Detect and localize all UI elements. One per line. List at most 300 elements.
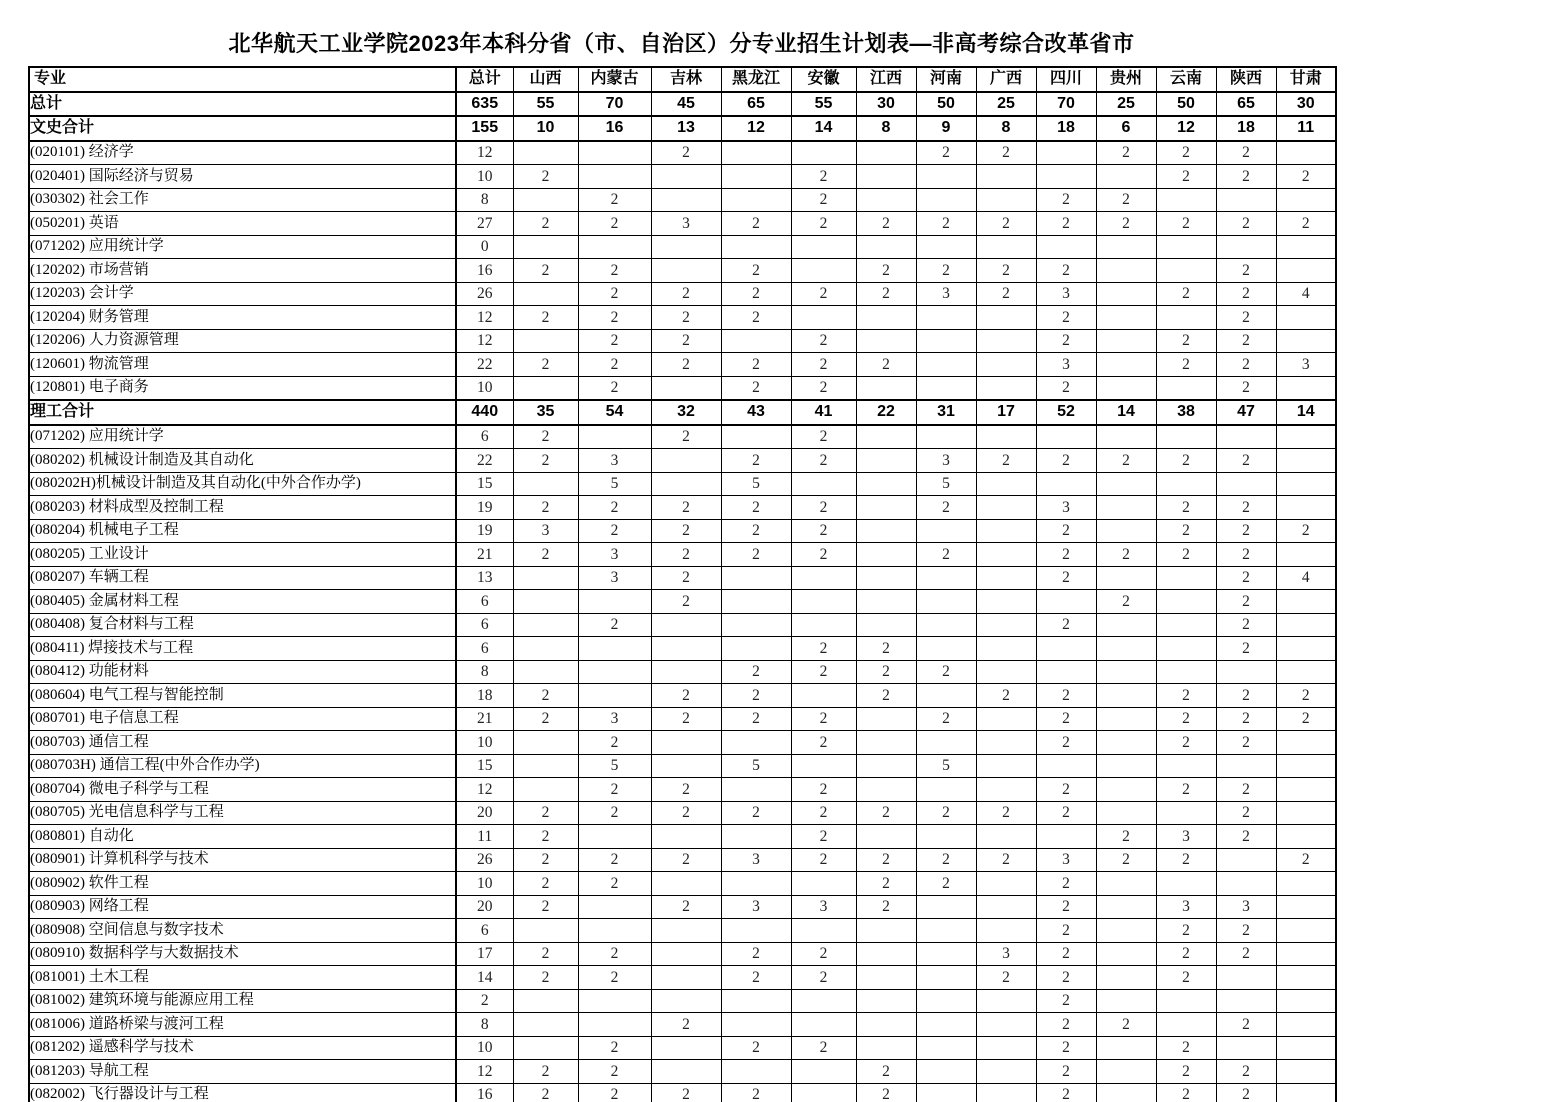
- value-cell: [1156, 989, 1216, 1013]
- value-cell: 50: [1156, 92, 1216, 117]
- major-name-cell: (071202) 应用统计学: [29, 235, 456, 259]
- value-cell: 2: [1156, 353, 1216, 377]
- value-cell: 30: [856, 92, 916, 117]
- value-cell: [791, 919, 856, 943]
- value-cell: [976, 235, 1036, 259]
- value-cell: 5: [578, 754, 651, 778]
- value-cell: [791, 566, 856, 590]
- value-cell: [856, 472, 916, 496]
- value-cell: 21: [456, 707, 513, 731]
- value-cell: [1096, 754, 1156, 778]
- value-cell: 2: [976, 212, 1036, 236]
- value-cell: [1276, 1036, 1336, 1060]
- value-cell: 2: [513, 306, 578, 330]
- major-name-cell: (120601) 物流管理: [29, 353, 456, 377]
- value-cell: 14: [1276, 400, 1336, 425]
- value-cell: 2: [1036, 942, 1096, 966]
- table-row: [29, 660, 1336, 684]
- value-cell: [1216, 425, 1276, 449]
- value-cell: 2: [791, 966, 856, 990]
- value-cell: [1156, 872, 1216, 896]
- value-cell: [513, 989, 578, 1013]
- value-cell: 35: [513, 400, 578, 425]
- value-cell: 2: [1036, 966, 1096, 990]
- value-cell: [976, 590, 1036, 614]
- value-cell: 2: [791, 165, 856, 189]
- value-cell: 16: [456, 259, 513, 283]
- column-header: 甘肃: [1276, 67, 1336, 92]
- value-cell: [1096, 1036, 1156, 1060]
- value-cell: 2: [1096, 449, 1156, 473]
- value-cell: [1096, 425, 1156, 449]
- value-cell: [513, 472, 578, 496]
- table-row: [29, 449, 1336, 473]
- value-cell: [578, 989, 651, 1013]
- value-cell: 2: [856, 848, 916, 872]
- value-cell: [916, 329, 976, 353]
- value-cell: 2: [791, 519, 856, 543]
- value-cell: [1096, 519, 1156, 543]
- value-cell: 2: [513, 895, 578, 919]
- value-cell: 2: [856, 660, 916, 684]
- value-cell: [856, 543, 916, 567]
- value-cell: [1276, 425, 1336, 449]
- value-cell: [916, 1083, 976, 1102]
- value-cell: 2: [1156, 329, 1216, 353]
- value-cell: [1156, 590, 1216, 614]
- value-cell: 8: [976, 116, 1036, 141]
- table-row: [29, 613, 1336, 637]
- value-cell: [976, 165, 1036, 189]
- value-cell: [856, 449, 916, 473]
- value-cell: 10: [456, 165, 513, 189]
- value-cell: 55: [791, 92, 856, 117]
- value-cell: 18: [1036, 116, 1096, 141]
- value-cell: 2: [1036, 376, 1096, 400]
- value-cell: [1276, 872, 1336, 896]
- value-cell: 20: [456, 801, 513, 825]
- value-cell: 2: [1096, 141, 1156, 165]
- value-cell: 2: [1216, 1013, 1276, 1037]
- value-cell: [976, 1036, 1036, 1060]
- value-cell: [651, 754, 721, 778]
- value-cell: [513, 590, 578, 614]
- value-cell: [651, 472, 721, 496]
- major-name-cell: (080604) 电气工程与智能控制: [29, 684, 456, 708]
- value-cell: [1036, 754, 1096, 778]
- value-cell: [856, 1013, 916, 1037]
- value-cell: 2: [578, 872, 651, 896]
- value-cell: [578, 141, 651, 165]
- value-cell: [1156, 259, 1216, 283]
- major-name-cell: (120206) 人力资源管理: [29, 329, 456, 353]
- value-cell: 3: [721, 895, 791, 919]
- column-header: 广西: [976, 67, 1036, 92]
- value-cell: [1096, 919, 1156, 943]
- value-cell: [651, 825, 721, 849]
- value-cell: [1096, 942, 1156, 966]
- major-name-cell: (080405) 金属材料工程: [29, 590, 456, 614]
- value-cell: [976, 519, 1036, 543]
- table-row: [29, 472, 1336, 496]
- table-row: [29, 895, 1336, 919]
- value-cell: 2: [976, 801, 1036, 825]
- value-cell: 2: [513, 1060, 578, 1084]
- value-cell: 2: [791, 496, 856, 520]
- value-cell: 3: [916, 449, 976, 473]
- value-cell: 2: [1276, 519, 1336, 543]
- table-row: [29, 353, 1336, 377]
- value-cell: [916, 919, 976, 943]
- value-cell: 2: [1156, 449, 1216, 473]
- value-cell: 2: [791, 353, 856, 377]
- value-cell: 2: [791, 188, 856, 212]
- value-cell: [976, 306, 1036, 330]
- value-cell: [1036, 472, 1096, 496]
- value-cell: [916, 353, 976, 377]
- value-cell: [721, 778, 791, 802]
- value-cell: 2: [721, 449, 791, 473]
- value-cell: [791, 590, 856, 614]
- value-cell: 2: [578, 778, 651, 802]
- value-cell: 21: [456, 543, 513, 567]
- value-cell: 9: [916, 116, 976, 141]
- table-row: [29, 1013, 1336, 1037]
- value-cell: 41: [791, 400, 856, 425]
- value-cell: [1036, 637, 1096, 661]
- value-cell: [916, 613, 976, 637]
- value-cell: 2: [578, 188, 651, 212]
- table-row: [29, 496, 1336, 520]
- value-cell: [1156, 425, 1216, 449]
- value-cell: 3: [651, 212, 721, 236]
- value-cell: 2: [856, 259, 916, 283]
- major-name-cell: (080801) 自动化: [29, 825, 456, 849]
- value-cell: 2: [1036, 329, 1096, 353]
- major-name-cell: 文史合计: [29, 116, 456, 141]
- value-cell: 2: [1276, 212, 1336, 236]
- value-cell: 2: [1036, 188, 1096, 212]
- value-cell: 6: [456, 919, 513, 943]
- value-cell: 3: [1036, 496, 1096, 520]
- major-name-cell: (120203) 会计学: [29, 282, 456, 306]
- value-cell: 3: [976, 942, 1036, 966]
- value-cell: [1036, 425, 1096, 449]
- value-cell: 12: [456, 329, 513, 353]
- value-cell: 10: [456, 1036, 513, 1060]
- major-name-cell: (120202) 市场营销: [29, 259, 456, 283]
- value-cell: 2: [721, 801, 791, 825]
- header-row: [29, 67, 1336, 92]
- value-cell: 8: [456, 660, 513, 684]
- value-cell: 2: [1216, 496, 1276, 520]
- value-cell: [1096, 966, 1156, 990]
- value-cell: 2: [513, 707, 578, 731]
- value-cell: 2: [856, 895, 916, 919]
- value-cell: [578, 1013, 651, 1037]
- value-cell: 2: [513, 801, 578, 825]
- section-total-row: [29, 116, 1336, 141]
- value-cell: 2: [791, 801, 856, 825]
- value-cell: [513, 1036, 578, 1060]
- value-cell: 2: [1216, 376, 1276, 400]
- value-cell: 2: [791, 778, 856, 802]
- value-cell: [651, 660, 721, 684]
- value-cell: 26: [456, 282, 513, 306]
- major-name-cell: (071202) 应用统计学: [29, 425, 456, 449]
- value-cell: [856, 141, 916, 165]
- value-cell: 2: [916, 212, 976, 236]
- value-cell: 70: [578, 92, 651, 117]
- value-cell: 14: [456, 966, 513, 990]
- column-header: 山西: [513, 67, 578, 92]
- value-cell: 2: [721, 376, 791, 400]
- value-cell: 2: [1036, 1060, 1096, 1084]
- value-cell: 2: [513, 1083, 578, 1102]
- value-cell: 12: [456, 778, 513, 802]
- value-cell: [1276, 919, 1336, 943]
- value-cell: 2: [651, 801, 721, 825]
- value-cell: [976, 825, 1036, 849]
- table-row: [29, 1083, 1336, 1102]
- value-cell: 2: [1216, 353, 1276, 377]
- table-row: [29, 282, 1336, 306]
- value-cell: 12: [456, 1060, 513, 1084]
- value-cell: [1156, 637, 1216, 661]
- major-name-cell: 理工合计: [29, 400, 456, 425]
- value-cell: [1036, 660, 1096, 684]
- table-header: [29, 67, 1336, 92]
- value-cell: 2: [1216, 825, 1276, 849]
- value-cell: 2: [1096, 543, 1156, 567]
- table-row: [29, 165, 1336, 189]
- value-cell: [1096, 778, 1156, 802]
- value-cell: [1096, 707, 1156, 731]
- value-cell: [1216, 235, 1276, 259]
- value-cell: 65: [721, 92, 791, 117]
- value-cell: [976, 472, 1036, 496]
- value-cell: [1276, 496, 1336, 520]
- value-cell: 27: [456, 212, 513, 236]
- value-cell: [513, 329, 578, 353]
- value-cell: 2: [856, 212, 916, 236]
- value-cell: [721, 919, 791, 943]
- value-cell: [651, 449, 721, 473]
- major-name-cell: (030302) 社会工作: [29, 188, 456, 212]
- major-name-cell: (082002) 飞行器设计与工程: [29, 1083, 456, 1102]
- value-cell: [1276, 731, 1336, 755]
- value-cell: 2: [1036, 801, 1096, 825]
- value-cell: [916, 376, 976, 400]
- value-cell: [578, 637, 651, 661]
- value-cell: 2: [651, 306, 721, 330]
- value-cell: 19: [456, 519, 513, 543]
- value-cell: 2: [513, 212, 578, 236]
- value-cell: 2: [791, 1036, 856, 1060]
- value-cell: [1276, 754, 1336, 778]
- value-cell: 2: [1156, 519, 1216, 543]
- column-header: 贵州: [1096, 67, 1156, 92]
- major-name-cell: (080701) 电子信息工程: [29, 707, 456, 731]
- value-cell: [1096, 660, 1156, 684]
- value-cell: 2: [513, 942, 578, 966]
- value-cell: [1096, 566, 1156, 590]
- section-total-row: [29, 400, 1336, 425]
- table-row: [29, 235, 1336, 259]
- value-cell: 2: [1036, 1036, 1096, 1060]
- value-cell: 6: [1096, 116, 1156, 141]
- value-cell: 2: [1216, 566, 1276, 590]
- value-cell: [856, 165, 916, 189]
- value-cell: 52: [1036, 400, 1096, 425]
- value-cell: 10: [513, 116, 578, 141]
- value-cell: [513, 376, 578, 400]
- value-cell: [976, 329, 1036, 353]
- value-cell: 2: [1216, 1060, 1276, 1084]
- value-cell: 2: [651, 778, 721, 802]
- value-cell: [1276, 543, 1336, 567]
- value-cell: [1156, 472, 1216, 496]
- value-cell: 2: [1216, 778, 1276, 802]
- column-header: 四川: [1036, 67, 1096, 92]
- value-cell: [513, 660, 578, 684]
- value-cell: 2: [513, 543, 578, 567]
- value-cell: 2: [1036, 566, 1096, 590]
- value-cell: [976, 1060, 1036, 1084]
- value-cell: 2: [1156, 1060, 1216, 1084]
- value-cell: 3: [578, 543, 651, 567]
- value-cell: [1096, 684, 1156, 708]
- value-cell: [513, 141, 578, 165]
- table-row: [29, 543, 1336, 567]
- value-cell: 5: [721, 754, 791, 778]
- table-row: [29, 590, 1336, 614]
- table-row: [29, 872, 1336, 896]
- value-cell: 2: [1276, 848, 1336, 872]
- value-cell: [856, 306, 916, 330]
- value-cell: 31: [916, 400, 976, 425]
- table-body: [29, 92, 1336, 1102]
- value-cell: [1156, 754, 1216, 778]
- value-cell: 45: [651, 92, 721, 117]
- table-row: [29, 778, 1336, 802]
- value-cell: 2: [721, 543, 791, 567]
- value-cell: [651, 919, 721, 943]
- value-cell: 2: [1156, 1036, 1216, 1060]
- value-cell: [976, 566, 1036, 590]
- value-cell: [578, 590, 651, 614]
- value-cell: [1096, 801, 1156, 825]
- value-cell: [976, 353, 1036, 377]
- value-cell: 2: [791, 449, 856, 473]
- table-row: [29, 425, 1336, 449]
- value-cell: 2: [1036, 212, 1096, 236]
- value-cell: 2: [513, 848, 578, 872]
- value-cell: 2: [721, 707, 791, 731]
- value-cell: 3: [578, 566, 651, 590]
- value-cell: 635: [456, 92, 513, 117]
- value-cell: 2: [1156, 212, 1216, 236]
- value-cell: [1156, 613, 1216, 637]
- admission-plan-table: [28, 66, 1337, 1102]
- value-cell: 2: [651, 329, 721, 353]
- table-row: [29, 306, 1336, 330]
- table-row: [29, 259, 1336, 283]
- value-cell: [651, 235, 721, 259]
- value-cell: [1096, 872, 1156, 896]
- column-header: 河南: [916, 67, 976, 92]
- value-cell: 2: [651, 848, 721, 872]
- value-cell: [916, 235, 976, 259]
- value-cell: [578, 165, 651, 189]
- value-cell: 2: [1036, 1013, 1096, 1037]
- table-row: [29, 329, 1336, 353]
- column-header: 专业: [29, 67, 456, 92]
- value-cell: [578, 684, 651, 708]
- value-cell: [651, 165, 721, 189]
- value-cell: 2: [916, 141, 976, 165]
- value-cell: 2: [976, 848, 1036, 872]
- value-cell: [1096, 1083, 1156, 1102]
- value-cell: [916, 637, 976, 661]
- value-cell: [513, 613, 578, 637]
- value-cell: [1096, 731, 1156, 755]
- value-cell: [1216, 1036, 1276, 1060]
- value-cell: 2: [856, 801, 916, 825]
- value-cell: [1156, 235, 1216, 259]
- value-cell: 2: [1096, 212, 1156, 236]
- value-cell: [916, 895, 976, 919]
- value-cell: 2: [1036, 989, 1096, 1013]
- value-cell: [856, 188, 916, 212]
- value-cell: [856, 778, 916, 802]
- value-cell: [1216, 848, 1276, 872]
- value-cell: 2: [513, 966, 578, 990]
- value-cell: [791, 1013, 856, 1037]
- value-cell: [856, 566, 916, 590]
- value-cell: [976, 731, 1036, 755]
- value-cell: 2: [976, 449, 1036, 473]
- value-cell: 2: [791, 707, 856, 731]
- value-cell: [651, 731, 721, 755]
- value-cell: 2: [513, 165, 578, 189]
- value-cell: [651, 188, 721, 212]
- value-cell: [1276, 188, 1336, 212]
- value-cell: [1036, 141, 1096, 165]
- value-cell: 2: [1036, 872, 1096, 896]
- value-cell: 2: [1096, 1013, 1156, 1037]
- value-cell: 11: [456, 825, 513, 849]
- value-cell: [976, 778, 1036, 802]
- value-cell: 2: [1216, 165, 1276, 189]
- value-cell: 2: [578, 613, 651, 637]
- major-name-cell: (020101) 经济学: [29, 141, 456, 165]
- value-cell: 2: [856, 637, 916, 661]
- value-cell: [791, 1060, 856, 1084]
- value-cell: 25: [1096, 92, 1156, 117]
- value-cell: [651, 942, 721, 966]
- value-cell: 15: [456, 754, 513, 778]
- value-cell: 2: [1216, 707, 1276, 731]
- value-cell: 3: [578, 707, 651, 731]
- value-cell: 2: [1036, 449, 1096, 473]
- value-cell: 2: [1156, 165, 1216, 189]
- value-cell: [578, 825, 651, 849]
- table-row: [29, 919, 1336, 943]
- value-cell: 8: [456, 188, 513, 212]
- value-cell: [721, 613, 791, 637]
- major-name-cell: (080412) 功能材料: [29, 660, 456, 684]
